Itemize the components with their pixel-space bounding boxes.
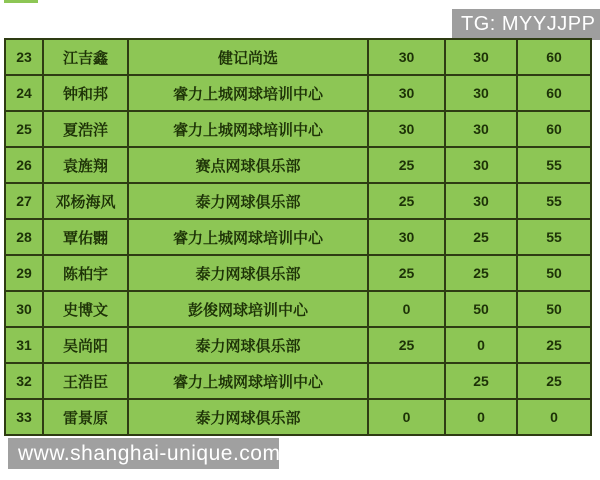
rank-cell: 25 xyxy=(6,112,42,146)
score1-cell: 25 xyxy=(369,148,444,182)
club-cell: 睿力上城网球培训中心 xyxy=(129,220,367,254)
score2-cell: 30 xyxy=(446,112,516,146)
score1-cell: 0 xyxy=(369,292,444,326)
rank-cell: 29 xyxy=(6,256,42,290)
score1-cell xyxy=(369,364,444,398)
score2-cell: 30 xyxy=(446,40,516,74)
score1-cell: 0 xyxy=(369,400,444,434)
total-cell: 55 xyxy=(518,184,590,218)
club-cell: 健记尚选 xyxy=(129,40,367,74)
club-cell: 睿力上城网球培训中心 xyxy=(129,76,367,110)
club-cell: 泰力网球俱乐部 xyxy=(129,184,367,218)
score1-cell: 30 xyxy=(369,40,444,74)
rank-cell: 32 xyxy=(6,364,42,398)
score1-cell: 30 xyxy=(369,220,444,254)
score2-cell: 25 xyxy=(446,220,516,254)
club-cell: 彭俊网球培训中心 xyxy=(129,292,367,326)
score1-cell: 25 xyxy=(369,184,444,218)
score2-cell: 25 xyxy=(446,364,516,398)
name-cell: 袁旌翔 xyxy=(44,148,127,182)
rank-cell: 28 xyxy=(6,220,42,254)
club-cell: 睿力上城网球培训中心 xyxy=(129,364,367,398)
club-cell: 泰力网球俱乐部 xyxy=(129,328,367,362)
total-cell: 55 xyxy=(518,220,590,254)
score2-cell: 30 xyxy=(446,184,516,218)
rank-cell: 26 xyxy=(6,148,42,182)
total-cell: 25 xyxy=(518,364,590,398)
score2-cell: 30 xyxy=(446,148,516,182)
score2-cell: 30 xyxy=(446,76,516,110)
rank-cell: 33 xyxy=(6,400,42,434)
total-cell: 55 xyxy=(518,148,590,182)
club-cell: 泰力网球俱乐部 xyxy=(129,400,367,434)
name-cell: 王浩臣 xyxy=(44,364,127,398)
club-cell: 赛点网球俱乐部 xyxy=(129,148,367,182)
cutoff-row-fragment xyxy=(4,0,38,3)
rank-cell: 27 xyxy=(6,184,42,218)
name-cell: 史博文 xyxy=(44,292,127,326)
total-cell: 50 xyxy=(518,292,590,326)
total-cell: 50 xyxy=(518,256,590,290)
name-cell: 雷景原 xyxy=(44,400,127,434)
score-table xyxy=(4,38,592,436)
rank-cell: 24 xyxy=(6,76,42,110)
score1-cell: 30 xyxy=(369,112,444,146)
name-cell: 陈柏宇 xyxy=(44,256,127,290)
score2-cell: 25 xyxy=(446,256,516,290)
total-cell: 60 xyxy=(518,112,590,146)
rank-cell: 30 xyxy=(6,292,42,326)
score2-cell: 0 xyxy=(446,328,516,362)
name-cell: 覃佑翾 xyxy=(44,220,127,254)
name-cell: 夏浩洋 xyxy=(44,112,127,146)
total-cell: 60 xyxy=(518,40,590,74)
total-cell: 25 xyxy=(518,328,590,362)
score1-cell: 25 xyxy=(369,328,444,362)
name-cell: 邓杨海风 xyxy=(44,184,127,218)
club-cell: 睿力上城网球培训中心 xyxy=(129,112,367,146)
rank-cell: 23 xyxy=(6,40,42,74)
total-cell: 0 xyxy=(518,400,590,434)
club-cell: 泰力网球俱乐部 xyxy=(129,256,367,290)
score2-cell: 0 xyxy=(446,400,516,434)
score2-cell: 50 xyxy=(446,292,516,326)
score1-cell: 25 xyxy=(369,256,444,290)
tg-watermark-badge: TG: MYYJJPP xyxy=(452,9,600,40)
total-cell: 60 xyxy=(518,76,590,110)
name-cell: 钟和邦 xyxy=(44,76,127,110)
rank-cell: 31 xyxy=(6,328,42,362)
name-cell: 江吉鑫 xyxy=(44,40,127,74)
site-watermark-badge: www.shanghai-unique.com xyxy=(8,438,279,469)
score1-cell: 30 xyxy=(369,76,444,110)
name-cell: 吴尚阳 xyxy=(44,328,127,362)
